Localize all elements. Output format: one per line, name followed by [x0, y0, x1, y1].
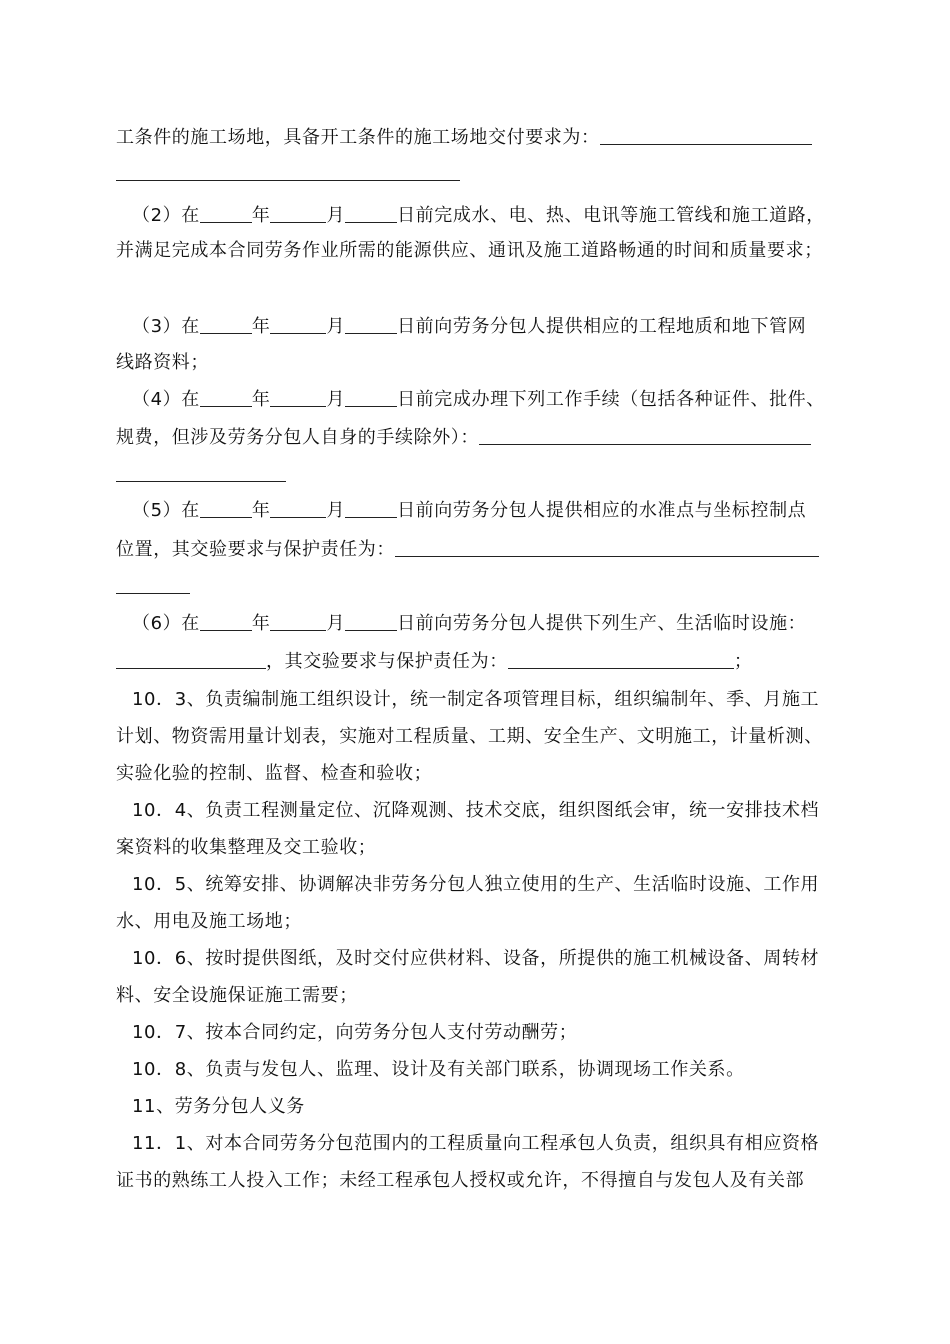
- fill-blank: [270, 499, 326, 518]
- fill-blank: [345, 388, 397, 407]
- text-line: [132, 946, 862, 972]
- text: 料、安全设施保证施工需要；: [116, 985, 358, 1006]
- fill-blank: [479, 426, 811, 445]
- text: 10．4、负责工程测量定位、沉降观测、技术交底，组织图纸会审，统一安排技术档: [132, 800, 820, 821]
- fill-blank: [200, 612, 252, 631]
- text: 10．3、负责编制施工组织设计，统一制定各项管理目标，组织编制年、季、月施工: [132, 689, 820, 710]
- fill-blank: [116, 650, 266, 669]
- text: 工条件的施工场地，具备开工条件的施工场地交付要求为：: [116, 127, 600, 148]
- text: 10．6、按时提供图纸，及时交付应供材料、设备，所提供的施工机械设备、周转材: [132, 948, 820, 969]
- fill-blank: [200, 388, 252, 407]
- text: 年: [251, 316, 271, 337]
- text: 水、用电及施工场地；: [116, 911, 302, 932]
- text-line: [132, 687, 862, 713]
- text-line: [116, 350, 846, 376]
- text-line: [116, 425, 846, 451]
- text-line: [116, 724, 846, 750]
- text-line: [116, 238, 846, 264]
- fill-blank: [345, 499, 397, 518]
- text: 计划、物资需用量计划表，实施对工程质量、工期、安全生产、文明施工，计量析测、: [116, 726, 823, 747]
- text-line: [132, 611, 862, 637]
- fill-blank: [200, 315, 252, 334]
- text: 线路资料；: [116, 352, 209, 373]
- text: 10．8、负责与发包人、监理、设计及有关部门联系，协调现场工作关系。: [132, 1059, 745, 1080]
- text-line: [116, 835, 846, 861]
- text: 年: [251, 500, 271, 521]
- fill-blank: [270, 388, 326, 407]
- text: 日前向劳务分包人提供下列生产、生活临时设施：: [397, 613, 807, 634]
- fill-blank: [116, 180, 460, 181]
- text-line: [132, 1020, 862, 1046]
- fill-blank: [600, 126, 812, 145]
- text: 位置，其交验要求与保护责任为：: [116, 539, 395, 560]
- text: 日前向劳务分包人提供相应的水准点与坐标控制点: [397, 500, 807, 521]
- text: （6）在: [132, 613, 200, 634]
- text-line: [116, 761, 846, 787]
- fill-blank: [116, 481, 286, 482]
- text: 10．7、按本合同约定，向劳务分包人支付劳动酬劳；: [132, 1022, 578, 1043]
- fill-blank: [508, 650, 734, 669]
- text: 并满足完成本合同劳务作业所需的能源供应、通讯及施工道路畅通的时间和质量要求；: [116, 240, 823, 261]
- fill-blank: [116, 593, 190, 594]
- fill-blank: [200, 499, 252, 518]
- text: 11．1、对本合同劳务分包范围内的工程质量向工程承包人负责，组织具有相应资格: [132, 1133, 820, 1154]
- text-line: [116, 125, 846, 151]
- text: 月: [326, 500, 346, 521]
- text-line: [132, 203, 862, 229]
- text: （3）在: [132, 316, 200, 337]
- fill-blank: [200, 204, 252, 223]
- text-line: [132, 314, 862, 340]
- fill-blank: [270, 315, 326, 334]
- text: 月: [326, 613, 346, 634]
- text: 11、劳务分包人义务: [132, 1096, 305, 1117]
- text: 月: [326, 389, 346, 410]
- text: 月: [326, 316, 346, 337]
- text: 规费，但涉及劳务分包人自身的手续除外）：: [116, 427, 479, 448]
- text: 10．5、统筹安排、协调解决非劳务分包人独立使用的生产、生活临时设施、工作用: [132, 874, 820, 895]
- text: （4）在: [132, 389, 200, 410]
- text: 年: [251, 205, 271, 226]
- text-line: [132, 1131, 862, 1157]
- text-line: [132, 387, 862, 413]
- text: 月: [326, 205, 346, 226]
- text: ，其交验要求与保护责任为：: [266, 651, 508, 672]
- text-line: [132, 1057, 862, 1083]
- text-line: [116, 983, 846, 1009]
- text: 证书的熟练工人投入工作；未经工程承包人授权或允许，不得擅自与发包人及有关部: [116, 1170, 805, 1191]
- text-line: [132, 798, 862, 824]
- text: 日前向劳务分包人提供相应的工程地质和地下管网: [397, 316, 807, 337]
- text: 日前完成水、电、热、电讯等施工管线和施工道路，: [397, 205, 825, 226]
- text: 实验化验的控制、监督、检查和验收；: [116, 763, 433, 784]
- text-line: [116, 537, 846, 563]
- text: ；: [733, 651, 753, 672]
- text: （5）在: [132, 500, 200, 521]
- text-line: [116, 1168, 846, 1194]
- fill-blank: [270, 204, 326, 223]
- fill-blank: [345, 315, 397, 334]
- section-heading: [132, 1094, 862, 1120]
- text: 案资料的收集整理及交工验收；: [116, 837, 377, 858]
- fill-blank: [345, 612, 397, 631]
- text: （2）在: [132, 205, 200, 226]
- fill-blank: [270, 612, 326, 631]
- fill-blank: [395, 538, 819, 557]
- text-line: [132, 872, 862, 898]
- text: 日前完成办理下列工作手续（包括各种证件、批件、: [397, 389, 825, 410]
- text: 年: [251, 389, 271, 410]
- text-line: [132, 498, 862, 524]
- text-line: [116, 909, 846, 935]
- fill-blank: [345, 204, 397, 223]
- text: 年: [251, 613, 271, 634]
- text-line: [116, 649, 846, 675]
